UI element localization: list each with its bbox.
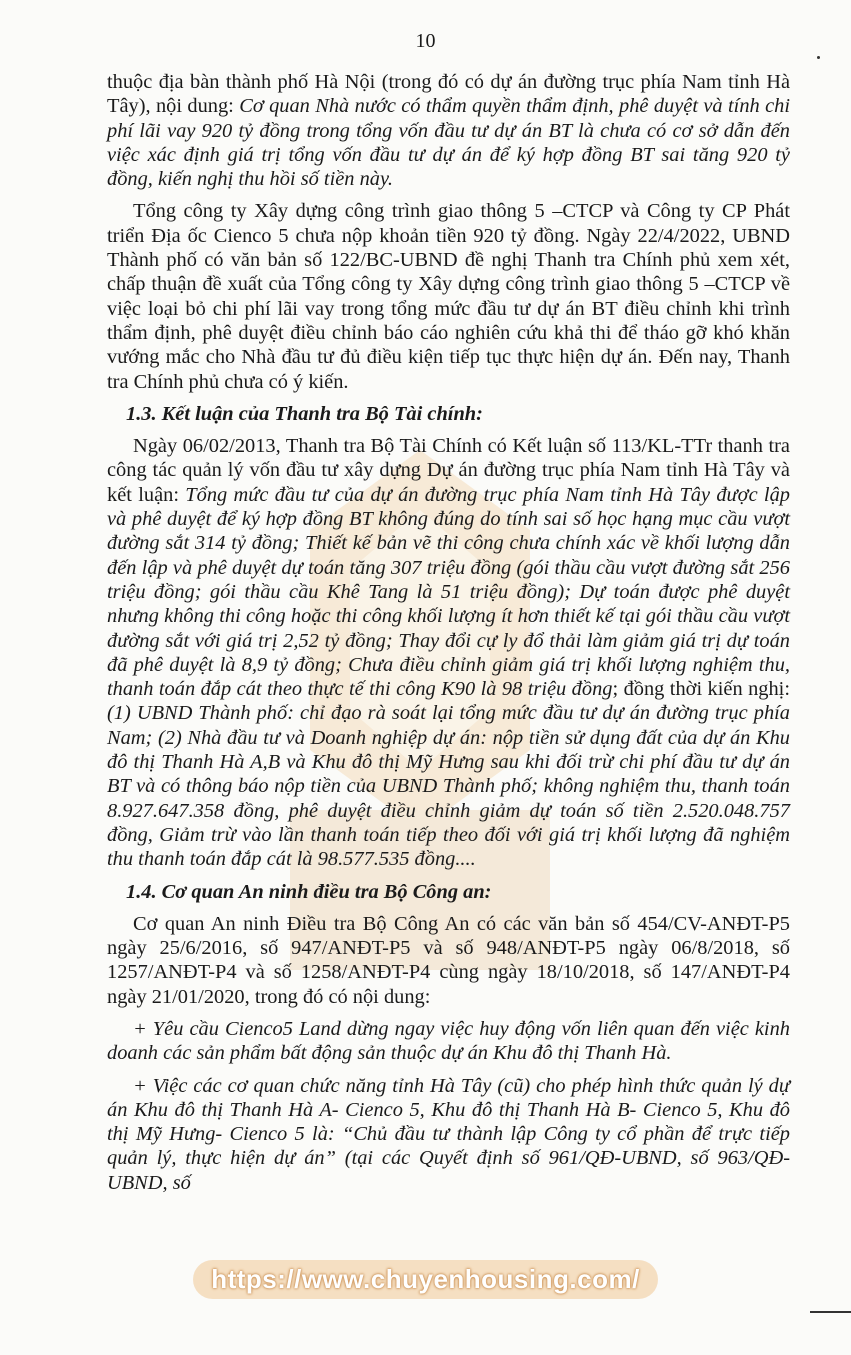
- paragraph-an-ninh: Cơ quan An ninh Điều tra Bộ Công An có các văn bản số 454/CV-ANĐT-P5 ngày 25/6/2016, số 947/ANĐT-P5 và số 948/ANĐT-P5 ngày 06/8/2018, số 1257/ANĐT-P4 và số 1258/ANĐT-P4 cùng ngày 18/10/2018, số 147/ANĐT-P4 ngày 21/01/2020, trong đó có nội dung:: [107, 912, 790, 1008]
- watermark-url: [0, 1260, 851, 1299]
- document-body: [107, 70, 790, 1203]
- paragraph-ket-luan: Ngày 06/02/2013, Thanh tra Bộ Tài Chính có Kết luận số 113/KL-TTr thanh tra công tác quản lý vốn đầu tư xây dựng Dự án đường trục phía Nam tỉnh Hà Tây và kết luận: Tổng mức đầu tư của dự án đường trục phía Nam tỉnh Hà Tây được lập và phê duyệt để ký hợp đồng BT không đúng do tính sai số học hạng mục cầu vượt đường sắt 314 tỷ đồng; Thiết kế bản vẽ thi công chưa chính xác về khối lượng dẫn đến lập và phê duyệt dự toán tăng 307 triệu đồng (gói thầu cầu vượt đường sắt 256 triệu đồng; gói thầu cầu Khê Tang là 51 triệu đồng); Dự toán được phê duyệt nhưng không thi công hoặc thi công khối lượng ít hơn thiết kế tại gói thầu cầu vượt đường sắt với giá trị 2,52 tỷ đồng; Thay đổi cự ly đổ thải làm giảm giá trị dự toán đã phê duyệt là 8,9 tỷ đồng; Chưa điều chỉnh giảm giá trị khối lượng nghiệm thu, thanh toán đắp cát theo thực tế thi công K90 là 98 triệu đồng; đồng thời kiến nghị: (1) UBND Thành phố: chỉ đạo rà soát lại tổng mức đầu tư dự án đường trục phía Nam; (2) Nhà đầu tư và Doanh nghiệp dự án: nộp tiền sử dụng đất của dự án Khu đô thị Thanh Hà A,B và Khu đô thị Mỹ Hưng sau khi đối trừ chi phí đầu tư dự án BT và có thông báo nộp tiền của UBND Thành phố; không nghiệm thu, thanh toán 8.927.647.358 đồng, phê duyệt điều chỉnh giảm dự toán số tiền 2.520.048.757 đồng, Giảm trừ vào lần thanh toán tiếp theo đối với giá trị khối lượng đã nghiệm thu thanh toán đắp cát là 98.577.535 đồng....: [107, 435, 791, 871]
- paragraph-tong-cong-ty: Tổng công ty Xây dựng công trình giao thông 5 –CTCP và Công ty CP Phát triển Địa ốc Cienco 5 chưa nộp khoản tiền 920 tỷ đồng. Ngày 22/4/2022, UBND Thành phố có văn bản số 122/BC-UBND đề nghị Thanh tra Chính phủ xem xét, chấp thuận đề xuất của Tổng công ty Xây dựng công trình giao thông 5 –CTCP về việc loại bỏ chi phí lãi vay trong tổng mức đầu tư dự án BT điều chỉnh khi trình thẩm định, phê duyệt điều chỉnh báo cáo nghiên cứu khả thi để tháo gỡ khó khăn vướng mắc cho Nhà đầu tư đủ điều kiện tiếp tục thực hiện dự án. Đến nay, Thanh tra Chính phủ chưa có ý kiến.: [107, 200, 790, 393]
- paragraph-bullet-cienco5: + Yêu cầu Cienco5 Land dừng ngay việc huy động vốn liên quan đến việc kinh doanh các sản phẩm bất động sản thuộc dự án Khu đô thị Thanh Hà.: [107, 1017, 790, 1065]
- scan-speck: [817, 56, 820, 59]
- page-number: 10: [415, 30, 436, 52]
- watermark-url-text: https://www.chuyenhousing.com/: [193, 1260, 658, 1299]
- heading-1-3: 1.3. Kết luận của Thanh tra Bộ Tài chính:: [126, 402, 483, 425]
- footer-line: [810, 1311, 851, 1313]
- paragraph-continuation: thuộc địa bàn thành phố Hà Nội (trong đó có dự án đường trục phía Nam tỉnh Hà Tây), nội dung: Cơ quan Nhà nước có thẩm quyền thẩm định, phê duyệt và tính chi phí lãi vay 920 tỷ đồng trong tổng vốn đầu tư dự án BT là chưa có cơ sở dẫn đến việc xác định giá trị tổng vốn đầu tư dự án để ký hợp đồng BT sai tăng 920 tỷ đồng, kiến nghị thu hồi số tiền này.: [107, 71, 790, 191]
- heading-1-4: 1.4. Cơ quan An ninh điều tra Bộ Công an:: [126, 880, 492, 903]
- paragraph-bullet-ha-tay: + Việc các cơ quan chức năng tỉnh Hà Tây (cũ) cho phép hình thức quản lý dự án Khu đô thị Thanh Hà A- Cienco 5, Khu đô thị Thanh Hà B- Cienco 5, Khu đô thị Mỹ Hưng- Cienco 5 là: “Chủ đầu tư thành lập Công ty cổ phần để trực tiếp quản lý, thực hiện dự án” (tại các Quyết định số 961/QĐ-UBND, số 963/QĐ-UBND, số: [107, 1074, 790, 1194]
